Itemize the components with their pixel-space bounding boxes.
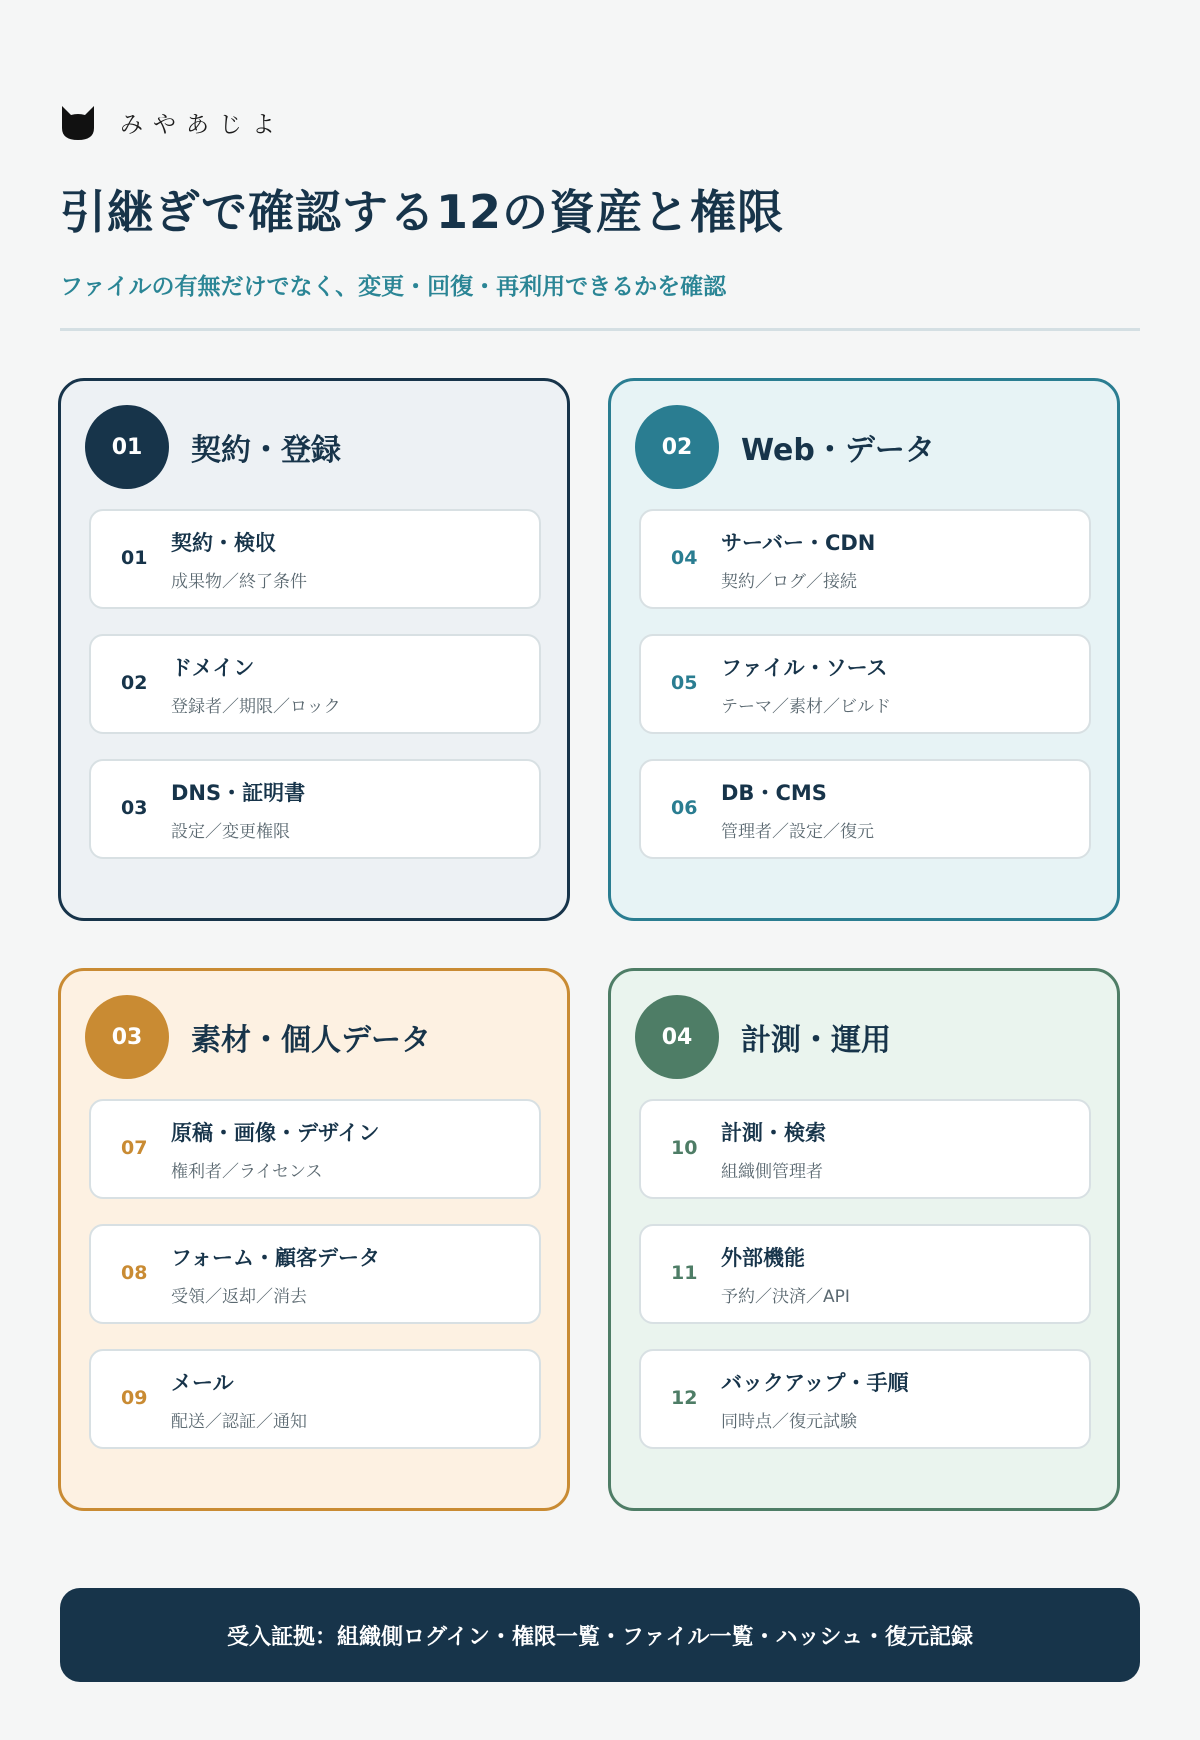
footer-text: 受入証拠：組織側ログイン・権限一覧・ファイル一覧・ハッシュ・復元記録 [226,1624,974,1650]
asset-title: 原稿・画像・デザイン [171,1121,380,1145]
asset-card [89,1099,541,1199]
asset-number: 01 [121,547,148,569]
asset-card [639,759,1091,859]
brand-name: みやあじよ [120,111,285,138]
asset-number: 07 [121,1137,148,1159]
asset-detail: 成果物／終了条件 [171,572,307,592]
group-materials-personal-data [58,968,570,1511]
page-subtitle: ファイルの有無だけでなく、変更・回復・再利用できるかを確認 [60,274,727,300]
asset-detail: 設定／変更権限 [171,822,290,842]
group-web-data [608,378,1120,921]
group-badge: 02 [635,405,719,489]
cat-icon [60,102,96,142]
asset-title: DB・CMS [721,781,827,805]
asset-title: 計測・検索 [721,1121,826,1145]
group-title: 契約・登録 [191,433,341,468]
asset-title: ドメイン [171,656,255,680]
asset-title: DNS・証明書 [171,781,306,805]
asset-number: 12 [671,1387,698,1409]
asset-number: 10 [671,1137,698,1159]
brand [60,102,285,142]
asset-card [639,1224,1091,1324]
asset-title: フォーム・顧客データ [171,1246,380,1270]
asset-detail: テーマ／素材／ビルド [721,697,891,717]
asset-detail: 配送／認証／通知 [171,1412,307,1432]
group-title: 素材・個人データ [191,1023,431,1058]
asset-number: 02 [121,672,148,694]
asset-detail: 受領／返却／消去 [171,1287,307,1307]
asset-title: 外部機能 [721,1246,805,1270]
asset-card [639,1349,1091,1449]
group-measurement-operations [608,968,1120,1511]
asset-card [639,1099,1091,1199]
asset-number: 03 [121,797,148,819]
asset-card [89,1224,541,1324]
asset-card [89,509,541,609]
asset-card [89,1349,541,1449]
asset-detail: 登録者／期限／ロック [171,697,341,717]
asset-card [639,634,1091,734]
asset-detail: 契約／ログ／接続 [721,572,857,592]
asset-detail: 予約／決済／API [721,1287,850,1307]
asset-title: バックアップ・手順 [721,1371,909,1395]
asset-detail: 同時点／復元試験 [721,1412,857,1432]
asset-number: 06 [671,797,698,819]
asset-number: 09 [121,1387,148,1409]
asset-card [639,509,1091,609]
page-title: 引継ぎで確認する12の資産と権限 [60,185,785,239]
asset-number: 04 [671,547,698,569]
acceptance-evidence-banner [60,1588,1140,1682]
group-badge: 03 [85,995,169,1079]
group-title: 計測・運用 [741,1023,891,1058]
header-divider [60,328,1140,331]
group-badge: 04 [635,995,719,1079]
group-contract-registration [58,378,570,921]
asset-detail: 組織側管理者 [721,1162,823,1182]
group-title: Web・データ [741,433,935,468]
asset-number: 11 [671,1262,698,1284]
asset-title: 契約・検収 [171,531,276,555]
asset-title: メール [171,1371,234,1395]
asset-detail: 権利者／ライセンス [171,1162,323,1182]
asset-title: サーバー・CDN [721,531,876,555]
asset-number: 05 [671,672,698,694]
asset-card [89,634,541,734]
group-badge: 01 [85,405,169,489]
asset-title: ファイル・ソース [721,656,888,680]
asset-card [89,759,541,859]
asset-number: 08 [121,1262,148,1284]
asset-detail: 管理者／設定／復元 [721,822,874,842]
